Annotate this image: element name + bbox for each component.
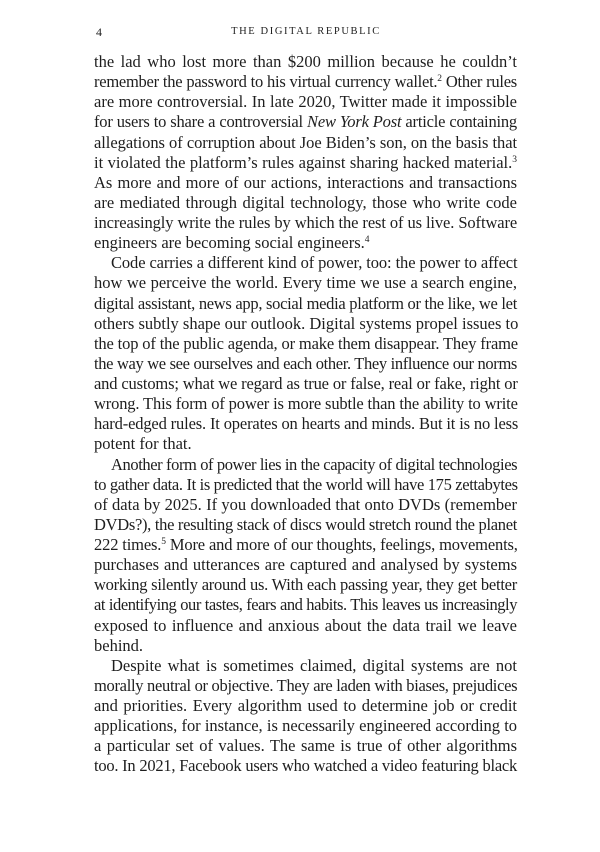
text-line (94, 334, 517, 354)
text-run: allegations of corruption about Joe Biden’s son, on the basis that (94, 132, 517, 152)
text-line (94, 394, 517, 414)
text-line (94, 153, 517, 173)
text-line (94, 213, 517, 233)
running-head: THE DIGITAL REPUBLIC (231, 26, 381, 37)
text-line (94, 173, 517, 193)
text-run: remember the password to his virtual currency wallet. (94, 72, 438, 92)
text-line (94, 112, 517, 132)
text-line (94, 294, 517, 314)
text-run: the top of the public agenda, or make them disappear. They frame (94, 333, 518, 353)
footnote-marker: 5 (161, 537, 166, 547)
text-run: others subtly shape our outlook. Digital systems propel issues to (94, 313, 519, 333)
text-line (94, 72, 517, 92)
body-text (94, 52, 517, 777)
text-run: increasingly write the rules by which the rest of us live. Software (94, 213, 518, 232)
text-run: purchases and utterances are captured and analysed by systems (94, 555, 517, 575)
text-run: hard-edged rules. It operates on hearts and minds. But it is no less (94, 414, 519, 434)
text-run: behind. (94, 635, 144, 655)
text-run: DVDs?), the resulting stack of discs would stretch round the planet (94, 514, 518, 534)
text-run: article containing (401, 112, 517, 132)
text-run: at identifying our tastes, fears and habits. This leaves us increasingly (94, 595, 517, 615)
text-line (94, 374, 517, 394)
text-run: exposed to influence and anxious about the data trail we leave (94, 615, 517, 635)
text-line (94, 414, 517, 434)
text-run: to gather data. It is predicted that the world will have 175 zettabytes (94, 474, 518, 494)
text-run: the lad who lost more than $200 million because he couldn’t (94, 52, 517, 71)
text-run: the way we see ourselves and each other. They influence our norms (94, 353, 517, 373)
paragraph (94, 253, 517, 454)
text-run: for users to share a controversial (94, 112, 308, 132)
text-line (94, 636, 517, 656)
text-line (94, 595, 517, 615)
text-line (94, 455, 517, 475)
text-line (94, 354, 517, 374)
text-run: Despite what is sometimes claimed, digital systems are not (111, 655, 517, 675)
text-line (94, 676, 517, 696)
text-line (94, 716, 517, 736)
page-number: 4 (96, 25, 102, 39)
text-run: of data by 2025. If you downloaded that onto DVDs (remember (94, 494, 517, 514)
paragraph (94, 52, 517, 253)
text-line (94, 92, 517, 112)
text-run: and customs; what we regard as true or false, real or fake, right or (94, 374, 518, 393)
text-run: a particular set of values. The same is true of other algorithms (94, 736, 517, 756)
text-run: morally neutral or objective. They are laden with biases, prejudices (94, 675, 518, 695)
text-line (94, 314, 517, 334)
text-line (94, 696, 517, 716)
italic-title: New York Post (307, 112, 402, 132)
text-run: and priorities. Every algorithm used to determine job or credit (94, 696, 517, 715)
text-run: potent for that. (94, 434, 192, 454)
text-line (94, 575, 517, 595)
text-run: digital assistant, news app, social media platform or the like, we let (94, 293, 517, 313)
text-line (94, 253, 517, 273)
text-line (94, 515, 517, 535)
text-line (94, 535, 517, 555)
text-run: 222 times. (94, 535, 162, 554)
paragraph (94, 455, 517, 656)
text-line (94, 193, 517, 213)
text-line (94, 616, 517, 636)
text-line (94, 495, 517, 515)
text-run: working silently around us. With each passing year, they get better (94, 575, 517, 595)
text-line (94, 736, 517, 756)
text-line (94, 133, 517, 153)
text-line (94, 756, 517, 776)
text-run: too. In 2021, Facebook users who watched a video featuring black (94, 756, 517, 776)
footnote-marker: 4 (364, 235, 370, 246)
text-run: it violated the platform’s rules against sharing hacked material. (94, 152, 513, 172)
text-run: As more and more of our actions, interactions and transactions (94, 172, 517, 192)
text-run: Code carries a different kind of power, too: the power to affect (111, 253, 518, 273)
text-run: More and more of our thoughts, feelings, movements, (165, 535, 518, 554)
footnote-marker: 3 (512, 154, 517, 165)
text-run: Other rules (441, 72, 517, 92)
text-line (94, 52, 517, 72)
text-run: Another form of power lies in the capacity of digital technologies (111, 454, 518, 474)
footnote-marker: 2 (437, 74, 442, 85)
text-run: are more controversial. In late 2020, Twitter made it impossible (94, 92, 517, 112)
text-line (94, 434, 517, 454)
text-run: are mediated through digital technology, those who write code (94, 192, 517, 212)
text-run: engineers are becoming social engineers. (94, 233, 365, 253)
text-line (94, 555, 517, 575)
text-line (94, 475, 517, 495)
text-line (94, 233, 517, 253)
text-run: wrong. This form of power is more subtle than the ability to write (94, 394, 518, 414)
text-run: how we perceive the world. Every time we use a search engine, (94, 273, 517, 293)
text-line (94, 656, 517, 676)
text-run: applications, for instance, is necessarily engineered according to (94, 716, 517, 736)
paragraph (94, 656, 517, 777)
text-line (94, 273, 517, 293)
